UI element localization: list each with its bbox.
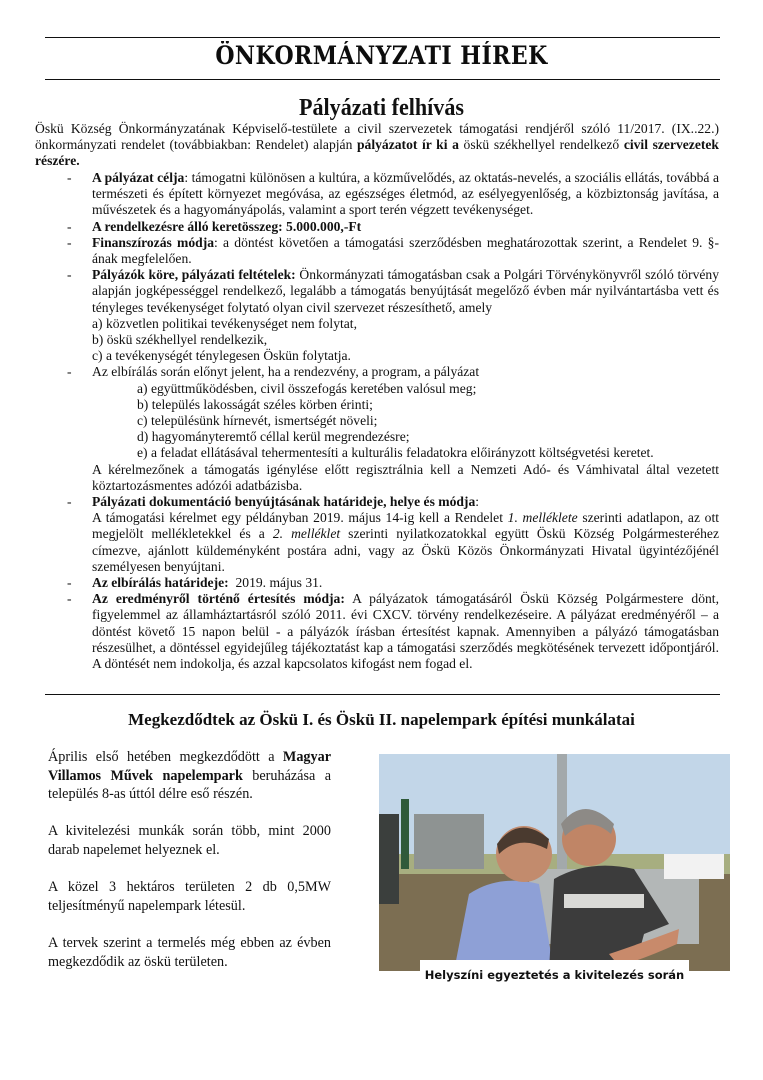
item-label: A pályázat célja [92, 170, 185, 185]
sub-item: a) együttműködésben, civil összefogás keretében valósul meg; [137, 380, 477, 396]
para-italic: 1. melléklete [507, 510, 578, 526]
photo-caption: Helyszíni egyeztetés a kivitelezés során [420, 960, 689, 990]
list-item-notification: - Az eredményről történő értesítés módja: A pályázatok támogatásáról Öskü Község Polgármestere dönt, figyelemmel az államháztartásról szóló 2011. évi CXCV. törvény rendelkezéseire. A pályázat eredményéről – a döntést követő 15 napon belül - a pályázók írásban értesítést kapnak. Amennyiben a pályázó támogatásban részesülhet, a döntéssel egyidejűleg tájékoztatást kap a támogatási szerződés megkötésének tervezett időpontjáról. A döntését nem indokolja, és azzal kapcsolatos kifogást nem fogad el. [67, 591, 719, 672]
list-item-deadline: - Az elbírálás határideje: 2019. május 31. [67, 575, 323, 591]
article-paragraph [48, 748, 331, 804]
masthead-bottom-rule [45, 79, 720, 80]
para-text: Április első hetében megkezdődött a [48, 749, 283, 765]
para-text: A támogatási kérelmet egy példányban 2019. május 14-ig kell a Rendelet [92, 510, 508, 526]
call-intro [35, 121, 719, 170]
sub-item: d) hagyományteremtő céllal kerül megrendezésre; [137, 429, 410, 445]
item-label: Pályázati dokumentáció benyújtásának határideje, helye és módja [92, 494, 476, 510]
article-paragraph: A kivitelezési munkák során több, mint 2000 darab napelemet helyeznek el. [48, 823, 331, 858]
sub-item: b) öskü székhellyel rendelkezik, [92, 332, 268, 348]
item-text: : támogatni különösen a kultúra, a közművelődés, az oktatás-nevelés, a szociális ellátás, továbbá a természeti és épített környezet megóvása, az egészséges életmód, az esélyegyenlőség, a közbiztonság javítása, a művészetek és a hagyományápolás, valamint a sport terén végzett tevékenységet. [92, 170, 719, 218]
sub-item: c) településünk hírnevét, ismertségét növeli; [137, 413, 378, 429]
item-text: : a döntést követően a támogatási szerződésben meghatározottak szerint, a Rendelet 9. §-ának megfelelően. [92, 234, 719, 267]
site-meeting-photo [379, 754, 730, 971]
registration-note: A kérelmezőnek a támogatás igénylése előtt regisztrálnia kell a Nemzeti Adó- és Vámhivatal által vezetett köztartozásmentes adózói adatbázisba. [92, 461, 719, 493]
intro-text: öskü székhellyel rendelkező [458, 137, 624, 153]
intro-text: Öskü Község Önkormányzatának Képviselő-testülete a civil szervezetek támogatási rendjéről szóló 11/2017. (IX..22.) önkormányzati rendelet (továbbiakban: Rendelet) alapján [35, 121, 719, 153]
article-paragraph: A tervek szerint a termelés még ebben az évben megkezdődik az öskü területen. [48, 934, 331, 970]
item-text: A pályázatok támogatásáról Öskü Község Polgármestere dönt, figyelemmel az államháztartásról szóló 2011. évi CXCV. törvény rendelkezéseire. A pályázat eredményéről – a döntést követő 15 napon belül - a pályázók írásban értesítést kapnak. Amennyiben a pályázó támogatásban részesülhet, a döntéssel egyidejűleg tájékoztatást kap a támogatási szerződés megkötésének tervezett időpontjáról. A döntését nem indokolja, és azzal kapcsolatos kifogást nem fogad el. [92, 591, 719, 672]
intro-bold: civil szervezetek részére. [35, 137, 719, 169]
para-italic: 2. melléklet [272, 526, 341, 542]
item-text: Az elbírálás során előnyt jelent, ha a rendezvény, a program, a pályázat [92, 364, 480, 380]
list-item-financing: - Finanszírozás módja: a döntést követően a támogatási szerződésben meghatározottak szerint, a Rendelet 9. §-ának megfelelően. [67, 234, 719, 267]
list-item-budget: - A rendelkezésre álló keretösszeg: 5.000.000,-Ft [67, 218, 362, 234]
intro-bold: pályázatot ír ki a [356, 137, 459, 153]
item-label: Az elbírálás határideje: [92, 575, 229, 591]
para-text: beruházása a település 8-as úttól délre eső részén. [48, 767, 331, 803]
sub-item: a) közvetlen politikai tevékenységet nem folytat, [92, 315, 357, 331]
solar-article-body [48, 748, 331, 990]
sub-item: c) a tevékenységét ténylegesen Öskün folytatja. [92, 348, 351, 364]
section-divider [45, 694, 720, 695]
call-conditions-list [35, 170, 719, 672]
item-text: : [475, 494, 480, 510]
item-text: Önkormányzati támogatásban csak a Polgári Törvénykönyvről szóló törvény alapján jogképességgel rendelkező, legalább a támogatás benyújtását megelőző évben már nyilvántartásba vett és tényleges tevékenységet folytató olyan civil szervezet részesíthető, amely [92, 267, 719, 315]
sub-item: b) település lakosságát széles körben érinti; [137, 396, 373, 412]
item-label: Pályázók köre, pályázati feltételek: [92, 267, 296, 283]
para-text: szerinti adatlapon, az ott megjelölt mellékletekkel és a [92, 510, 719, 542]
masthead-title: ÖNKORMÁNYZATI HÍREK [215, 41, 548, 70]
item-text: 2019. május 31. [228, 575, 323, 591]
list-item-purpose: - A pályázat célja: támogatni különösen a kultúra, a közművelődés, az oktatás-nevelés, a szociális ellátás, továbbá a természeti és épített környezet megóvása, az egészséges életmód, az esélyegyenlőség, a közbiztonság javítása, a művészetek és a hagyományápolás, valamint a sport terén végzett tevékenységet. [67, 170, 719, 218]
sub-item: e) a feladat ellátásával tehermentesíti a kulturális feladatokra előirányzott költségvetési keretet. [137, 445, 654, 461]
para-text: szerinti nyilatkozatokkal együtt Öskü Község Polgármesteréhez címezve, ajánlott küldeményként postára adni, vagy az Öskü Közös Önkormányzati Hivatal ügyintézőjénél személyesen benyújtani. [92, 526, 720, 574]
item-label: A rendelkezésre álló keretösszeg: 5.000.000,-Ft [92, 218, 362, 234]
list-item-advantages: - Az elbírálás során előnyt jelent, ha a rendezvény, a program, a pályázat a) együttműködésben, civil összefogás keretében valósul meg; b) település lakosságát széles körben érinti; c) településünk hírnevét, ismertségét növeli; d) hagyományteremtő céllal kerül megrendezésre; e) a feladat ellátásával tehermentesíti a kulturális feladatokra előirányzott költségvetési keretet. A kérelmezőnek a támogatás igénylése előtt regisztrálnia kell a Nemzeti Adó- és Vámhivatal által vezetett köztartozásmentes adózói adatbázisba. [67, 364, 719, 493]
submission-paragraph [92, 510, 719, 575]
list-item-eligibility: - Pályázók köre, pályázati feltételek: Önkormányzati támogatásban csak a Polgári Törvénykönyvről szóló törvény alapján jogképességgel rendelkező, legalább a támogatás benyújtását megelőző évben már nyilvántartásba vett és tényleges tevékenységet folytató olyan civil szervezet részesíthető, amely a) közvetlen politikai tevékenységet nem folytat, b) öskü székhellyel rendelkezik, c) a tevékenységét ténylegesen Öskün folytatja. [67, 267, 719, 364]
solar-article-title: Megkezdődtek az Öskü I. és Öskü II. napelempark építési munkálatai [128, 710, 635, 729]
masthead-top-rule [45, 37, 720, 38]
item-label: Az eredményről történő értesítés módja: [92, 591, 345, 607]
photo-illustration [379, 754, 730, 971]
item-label: Finanszírozás módja [92, 234, 215, 250]
call-title: Pályázati felhívás [299, 95, 464, 121]
list-item-submission: - Pályázati dokumentáció benyújtásának határideje, helye és módja: A támogatási kérelmet egy példányban 2019. május 14-ig kell a Rendelet 1. melléklete szerinti adatlapon, az ott megjelölt mellékletekkel és a 2. melléklet szerinti nyilatkozatokkal együtt Öskü Község Polgármesteréhez címezve, ajánlott küldeményként postára adni, vagy az Öskü Közös Önkormányzati Hivatal ügyintézőjénél személyesen benyújtani. [67, 494, 720, 574]
para-bold: Magyar Villamos Művek napelempark [48, 749, 331, 784]
article-paragraph: A közel 3 hektáros területen 2 db 0,5MW teljesítményű napelempark létesül. [48, 879, 331, 914]
